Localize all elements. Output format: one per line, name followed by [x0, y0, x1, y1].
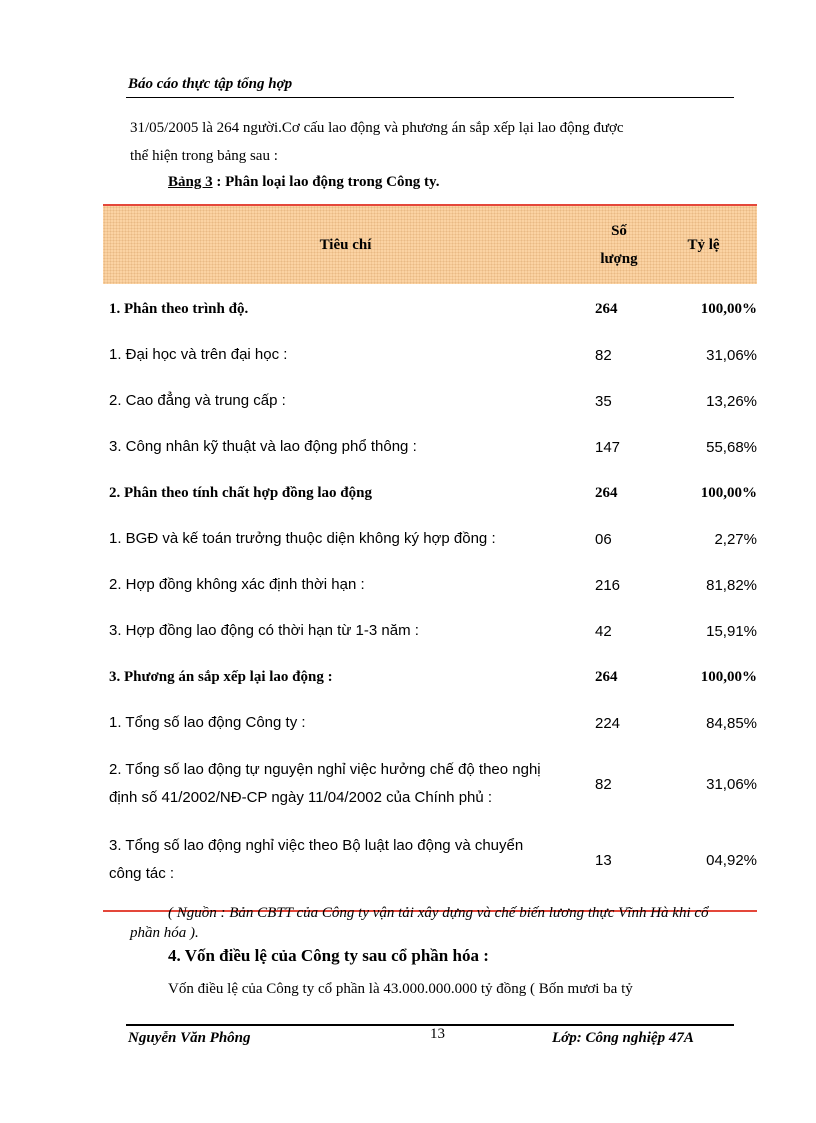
row-ratio: 81,82%: [706, 576, 757, 594]
row-qty: 82: [595, 346, 612, 364]
row-qty: 224: [595, 714, 621, 732]
header-quantity-line-2: lượng: [600, 251, 638, 267]
row-ratio: 100,00%: [700, 484, 757, 501]
row-ratio: 100,00%: [700, 668, 757, 685]
row-qty: 264: [595, 668, 618, 685]
table-caption: [168, 174, 439, 191]
row-ratio: 100,00%: [700, 300, 757, 317]
row-qty: 264: [595, 300, 618, 317]
table-row: [103, 700, 757, 746]
table-caption-label: Bảng 3: [168, 174, 213, 190]
row-label: 1. Phân theo trình độ.: [109, 301, 249, 317]
row-ratio: 04,92%: [706, 851, 757, 869]
row-label-line-1: 3. Tổng số lao động nghỉ việc theo Bộ luật lao động và chuyển: [109, 837, 524, 854]
row-ratio: 55,68%: [706, 438, 757, 456]
row-label: [103, 832, 595, 888]
row-label: 1. BGĐ và kế toán trưởng thuộc diện không ký hợp đồng :: [109, 530, 496, 547]
source-note: ( Nguồn : Bản CBTT của Công ty vận tải xây dựng và chế biến lương thực Vĩnh Hà khi cổ phần hóa ).: [130, 905, 709, 941]
table-row: [103, 378, 757, 424]
intro-line-1: 31/05/2005 là 264 người.Cơ cấu lao động và phương án sắp xếp lại lao động được: [130, 120, 624, 136]
table-header: [103, 206, 757, 284]
section-heading: 4. Vốn điều lệ của Công ty sau cổ phần hóa :: [168, 946, 489, 965]
table-row: [103, 286, 757, 332]
row-label: 3. Phương án sắp xếp lại lao động :: [109, 669, 333, 685]
row-label-line-2: định số 41/2002/NĐ-CP ngày 11/04/2002 của Chính phủ :: [109, 789, 493, 806]
footer-author: Nguyễn Văn Phông: [128, 1030, 251, 1046]
row-qty: 147: [595, 438, 621, 456]
header-quantity: [588, 217, 650, 273]
row-qty: 42: [595, 622, 612, 640]
header-criteria: Tiêu chí: [319, 236, 372, 253]
page-number: 13: [430, 1026, 445, 1042]
table-row: [103, 746, 757, 822]
row-ratio: 31,06%: [706, 775, 757, 793]
row-label: 2. Cao đẳng và trung cấp :: [109, 392, 286, 409]
row-label: 1. Đại học và trên đại học :: [109, 346, 288, 363]
row-qty: 06: [595, 530, 612, 548]
row-label: 1. Tổng số lao động Công ty :: [109, 714, 306, 731]
header-divider: [126, 97, 734, 98]
row-ratio: 31,06%: [706, 346, 757, 364]
intro-line-2: thể hiện trong bảng sau :: [130, 148, 278, 164]
row-ratio: 2,27%: [714, 530, 757, 548]
row-qty: 216: [595, 576, 621, 594]
row-ratio: 84,85%: [706, 714, 757, 732]
row-label: 3. Hợp đồng lao động có thời hạn từ 1-3 năm :: [109, 622, 419, 639]
row-qty: 82: [595, 775, 612, 793]
row-qty: 264: [595, 484, 618, 501]
row-label: 2. Hợp đồng không xác định thời hạn :: [109, 576, 365, 593]
table-row: [103, 332, 757, 378]
table-row: [103, 424, 757, 470]
table-row: [103, 822, 757, 898]
row-ratio: 15,91%: [706, 622, 757, 640]
intro-paragraph: [130, 114, 730, 170]
row-label: 3. Công nhân kỹ thuật và lao động phổ thông :: [109, 438, 417, 455]
row-ratio: 13,26%: [706, 392, 757, 410]
row-qty: 13: [595, 851, 612, 869]
table-row: [103, 654, 757, 700]
table-row: [103, 562, 757, 608]
table-row: [103, 608, 757, 654]
row-qty: 35: [595, 392, 612, 410]
header-title: Báo cáo thực tập tổng hợp: [128, 76, 293, 92]
footer-class: Lớp: Công nghiệp 47A: [552, 1030, 694, 1046]
row-label: [103, 756, 595, 812]
row-label-line-2: công tác :: [109, 865, 175, 882]
table-row: [103, 516, 757, 562]
table-caption-text: : Phân loại lao động trong Công ty.: [212, 174, 440, 190]
row-label: 2. Phân theo tính chất hợp đồng lao động: [109, 485, 372, 501]
labor-table: [103, 204, 757, 912]
row-label-line-1: 2. Tổng số lao động tự nguyện nghỉ việc hưởng chế độ theo nghị: [109, 761, 541, 778]
table-row: [103, 470, 757, 516]
header-quantity-line-1: Số: [611, 223, 627, 239]
header-ratio: Tỷ lệ: [687, 236, 720, 253]
section-body: Vốn điều lệ của Công ty cổ phần là 43.000.000.000 tỷ đồng ( Bốn mươi ba tỷ: [168, 981, 633, 997]
